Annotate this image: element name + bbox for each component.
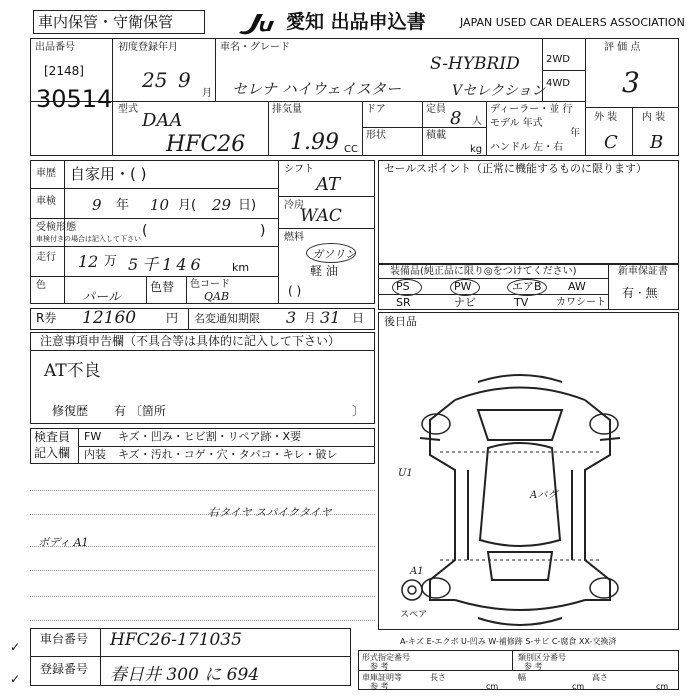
name-change-month-char: 月 [304,311,317,325]
load-label: 積載 [426,130,446,141]
width-label: 幅 [518,673,526,682]
class-label: 類別区分番号 [518,653,566,662]
fw-items: キズ・凹み・ヒビ割・リペア跡・X要 [118,430,302,443]
diagram-mark-a1: A1 [410,566,424,577]
diagram-legend: A-キズ E-エクボ U-凹み W-補修跡 S-サビ C-腐食 XX-交換済 [400,637,617,646]
aircon-value: WAC [300,206,342,226]
km-unit: km [232,261,250,274]
rear-label: 後日品 [384,315,417,328]
color-code: QAB [204,290,230,303]
mileage-rest: 5千146 [128,255,205,274]
replacement-label: 色替 [150,280,175,294]
sales-point-label: セールスポイント（正常に機能するものに限ります） [384,162,648,175]
class-ref: 参 考 [524,662,543,671]
r-label: R券 [36,311,57,325]
insp-year: 9 [92,196,102,214]
lot-bracket: [2148] [44,64,84,78]
reg-value: 春日井 300 に 694 [110,665,260,685]
model-label: 型式 [118,104,138,115]
shift-value: AT [316,174,341,195]
displacement-label: 排気量 [272,104,302,115]
name-change-day: 31 [320,308,341,327]
dealer-label: ディーラー・並 行 [490,104,573,115]
car-name-label: 車名・グレード [220,42,290,53]
handle-label: ハンドル 左・右 [490,142,564,153]
reception-note: 車検付きの場合は記入して下さい [36,235,141,243]
ext-value: C [604,132,618,153]
inspection-label: 車検 [36,196,56,207]
diagram-mark-airbag: Aパグ [530,490,558,501]
kg-unit: kg [470,144,483,155]
diagram-mark-u1: U1 [398,468,413,479]
repair-value: 有 〔箇所 [114,404,166,418]
capacity-value: 8 [450,108,462,129]
model-year-label: モデル 年式 [490,118,543,129]
equip-airbag: エアB [512,280,542,293]
repair-label: 修復歴 [52,404,89,418]
equip-pw: PW [454,280,472,293]
color-code-label: 色コード [190,279,230,290]
drive-2wd: 2WD [546,54,570,65]
man-char: 万 [104,254,118,269]
r-value: 12160 [82,308,137,328]
history-value: 自家用・( ) [70,165,147,183]
name-change-day-char: 日 [352,311,365,325]
warranty-header: 新車保証書 [618,266,668,277]
int-insp-items: キズ・汚れ・コゲ・穴・タバコ・キレ・破レ [118,448,338,461]
fuel-paren: ( ) [288,284,302,298]
score-value: 3 [622,66,640,99]
grade-code: S-HYBRID [430,54,520,74]
aircon-label: 冷房 [284,200,304,211]
fuel-diesel: 軽 油 [310,264,338,278]
insp-month: 10 [150,196,170,214]
insp-year-char: 年 [116,198,130,213]
score-label: 評 価 点 [604,42,641,53]
grade-name: Vセレクション [452,83,546,99]
reception-paren-close: ) [260,223,266,239]
name-change-month: 3 [286,308,297,327]
cut-ref: 参 考 [370,662,389,671]
check-mark-2: ✓ [10,672,21,686]
notes-value: AT不良 [44,361,101,381]
repair-bracket-close: 〕 [352,404,365,418]
equip-navi: ナビ [454,296,476,309]
r-yen: 円 [166,311,179,325]
displacement: 1.99 [290,130,339,155]
reg-label: 登録番号 [40,662,89,676]
org-title: 愛知 出品申込書 [286,11,426,33]
org-subtitle: JAPAN USED CAR DEALERS ASSOCIATION [460,16,685,29]
inspector-label-2: 記入欄 [34,446,71,460]
shift-label: シフト [284,164,314,175]
length-label: 長さ [430,673,446,682]
history-label: 車歴 [36,168,56,179]
car-name: セレナ ハイウェイスター [232,80,402,98]
inspector-line-1: 右タイヤ スパイクタイヤ [208,506,332,519]
lot-label: 出品番号 [35,42,75,53]
model-code: HFC26 [166,132,246,157]
first-reg-month: 9 [178,68,191,92]
length-unit: cm [486,682,499,691]
chassis-value: HFC26-171035 [110,630,242,650]
mileage-man: 12 [78,252,99,271]
first-reg-year: 25 [142,68,168,92]
shape-label: 形状 [366,130,386,141]
storage-label: 車内保管・守衛保管 [38,13,174,31]
name-change-label: 名変通知期限 [194,312,260,325]
int-label: 内 装 [642,112,666,123]
equip-aw: AW [568,280,586,293]
notes-label: 注意事項申告欄（不具合等は具体的に記入して下さい） [40,334,341,348]
cc-unit: CC [344,144,358,155]
equip-ps: PS [396,280,410,293]
equip-tv: TV [514,296,529,309]
insp-month-char: 月( [178,198,197,213]
cut-label: 形式指定番号 [362,653,410,662]
width-unit: cm [572,682,585,691]
equipment-header: 装備品(純正品に限り◎をつけてください) [390,266,577,277]
insp-day: 29 [212,196,232,214]
reception-label: 受検形態 [36,222,76,233]
color-label: 色 [36,280,46,291]
cert-ref: 参 考 [370,682,389,691]
equip-seat: カワシート [556,297,606,308]
inspector-line-2: ボディ A1 [38,536,89,549]
fw-label: FW [84,430,102,443]
year-unit: 年 [570,128,580,139]
check-mark-1: ✓ [10,640,21,654]
fuel-label: 燃料 [284,232,304,243]
door-label: ドア [366,104,386,115]
ext-label: 外 装 [594,112,618,123]
equip-sr: SR [396,296,411,309]
warranty-value: 有 · 無 [622,286,658,300]
reception-paren: ( [142,223,148,239]
mileage-label: 走行 [36,252,56,263]
first-reg-label: 初度登録年月 [118,42,178,53]
lot-number: 30514 [36,85,113,113]
chassis-label: 車台番号 [40,632,89,646]
inspector-label-1: 検査員 [34,430,71,444]
height-label: 高さ [592,673,608,682]
color-value: パール [82,290,121,305]
capacity-unit: 人 [472,116,482,127]
drive-4wd: 4WD [546,78,570,89]
fuel-gasoline: ガソリン [312,248,356,261]
insp-day-char: 日) [238,198,257,213]
int-value: B [650,132,664,153]
cert-label: 車庫証明等 [362,673,402,682]
model-prefix: DAA [142,110,183,131]
capacity-label: 定員 [426,104,446,115]
month-unit: 月 [202,88,212,99]
spare-label: スペア [400,610,428,620]
height-unit: cm [656,682,669,691]
int-insp-label: 内装 [84,448,106,461]
